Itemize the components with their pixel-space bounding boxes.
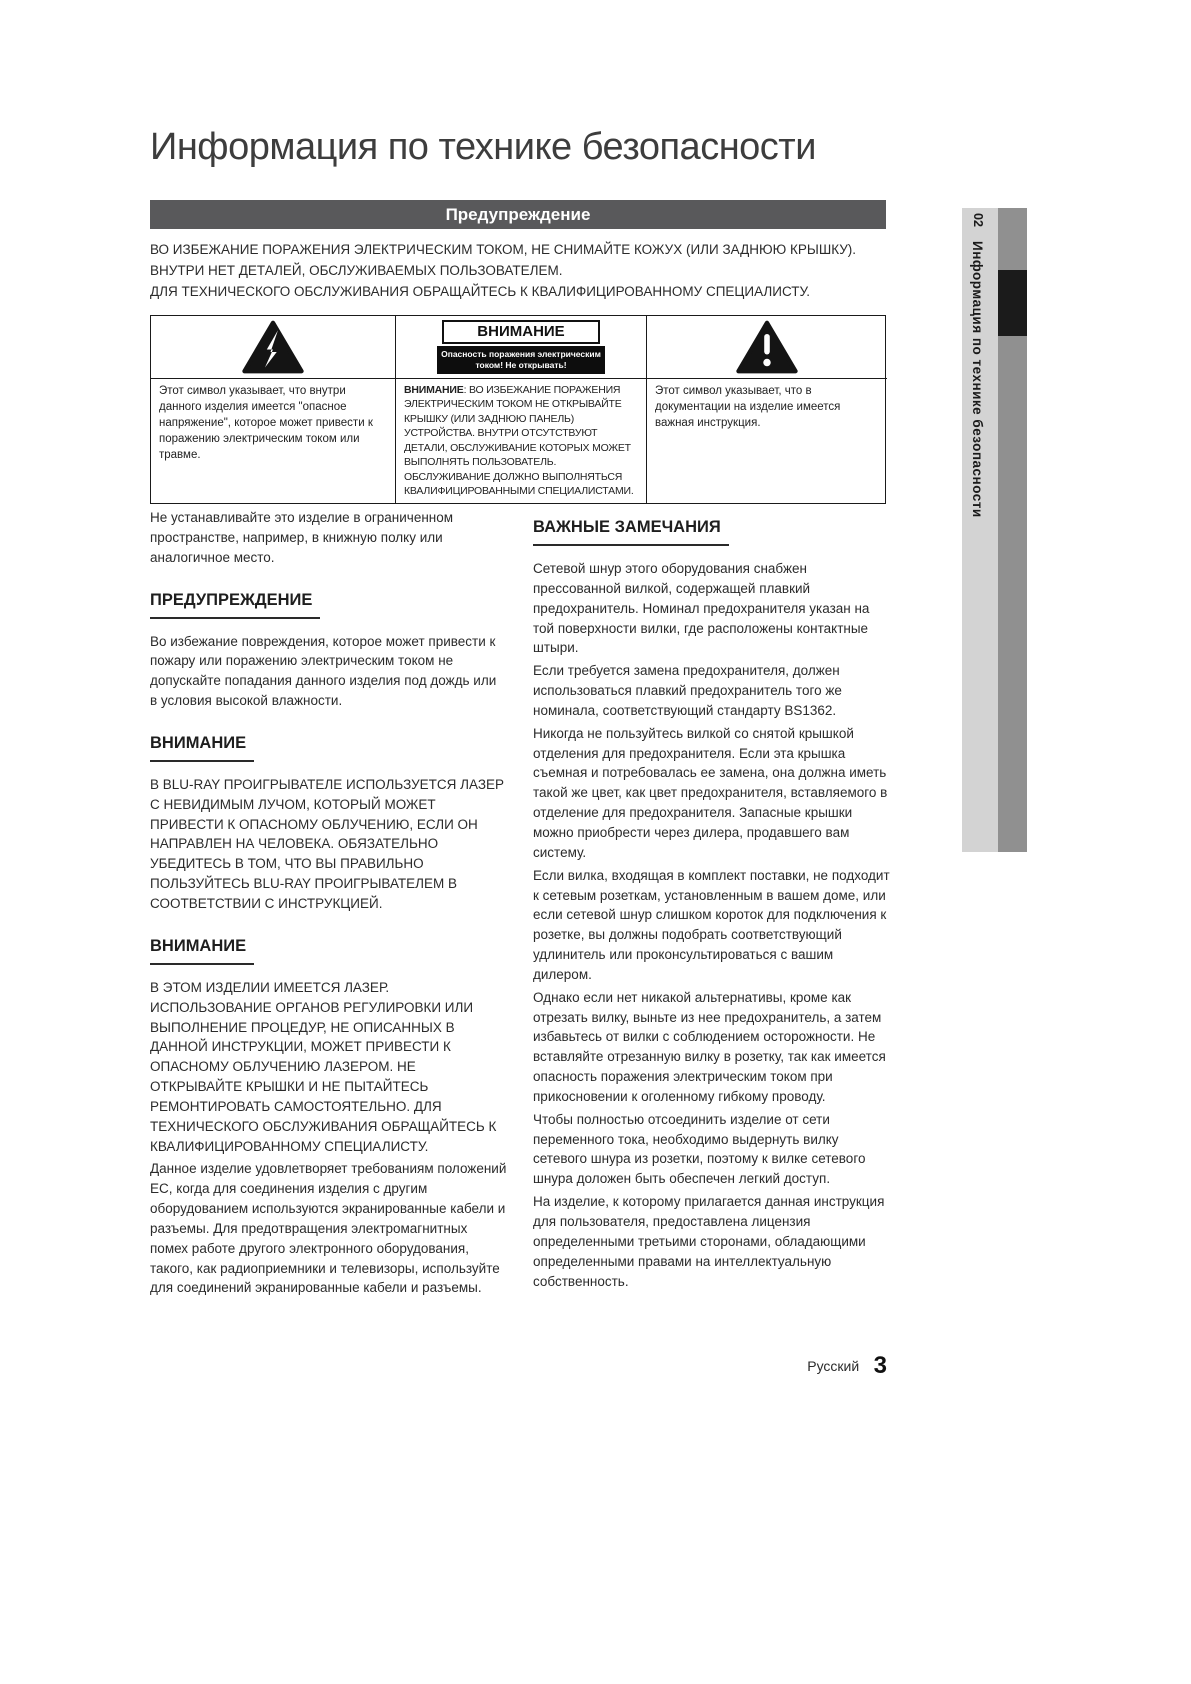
- section-heading-caution-2: ВНИМАНИЕ: [150, 937, 254, 965]
- warning-intro-line: ВО ИЗБЕЖАНИЕ ПОРАЖЕНИЯ ЭЛЕКТРИЧЕСКИМ ТОКОМ, НЕ СНИМАЙТЕ КОЖУХ (ИЛИ ЗАДНЮЮ КРЫШКУ).: [150, 242, 857, 257]
- warning-intro-line: ВНУТРИ НЕТ ДЕТАЛЕЙ, ОБСЛУЖИВАЕМЫХ ПОЛЬЗОВАТЕЛЕМ.: [150, 262, 563, 278]
- warning-intro: [150, 240, 895, 303]
- left-column: [150, 508, 507, 1301]
- caution-laser-paragraph: В BLU-RAY ПРОИГРЫВАТЕЛЕ ИСПОЛЬЗУЕТСЯ ЛАЗЕР С НЕВИДИМЫМ ЛУЧОМ, КОТОРЫЙ МОЖЕТ ПРИВЕСТИ К ОПАСНОМУ ОБЛУЧЕНИЮ, ЕСЛИ ОН НАПРАВЛЕН НА ЧЕЛОВЕКА. ОБЯЗАТЕЛЬНО УБЕДИТЕСЬ В ТОМ, ЧТО ВЫ ПРАВИЛЬНО ПОЛЬЗУЙТЕСЬ BLU-RAY ПРОИГРЫВАТЕЛЕМ В СООТВЕТСТВИИ С ИНСТРУКЦИЕЙ.: [150, 776, 505, 911]
- section-heading-wrap: [150, 591, 507, 619]
- important-note-paragraph: Никогда не пользуйтесь вилкой со снятой крышкой отделения для предохранителя. Если эта крышка съемная и потребовалась ее замена, она должна иметь такой же цвет, как цвет предохранителя, вставляемого в отделение для предохранителя. Запасные крышки можно приобрести через дилера, продавшего вам систему.: [533, 725, 888, 860]
- important-note-paragraph: Если требуется замена предохранителя, должен использоваться плавкий предохранитель того же номинала, соответствующий стандарту BS1362.: [533, 663, 842, 718]
- important-note-paragraph: На изделие, к которому прилагается данная инструкция для пользователя, предоставлена лицензия определенными третьими сторонами, обладающими определенными правами на интеллектуальную собственность.: [533, 1194, 885, 1289]
- warning-paragraph: Во избежание повреждения, которое может привести к пожару или поражению электрическим током не допускайте попадания данного изделия под дождь или в условия высокой влажности.: [150, 633, 497, 709]
- caution-box-title: ВНИМАНИЕ: [442, 320, 600, 344]
- section-heading-caution-1: ВНИМАНИЕ: [150, 734, 254, 762]
- section-heading-warning: ПРЕДУПРЕЖДЕНИЕ: [150, 591, 320, 619]
- section-heading-wrap: [150, 937, 507, 965]
- important-instruction-description: Этот символ указывает, что в документации на изделие имеется важная инструкция.: [655, 385, 841, 430]
- important-note-paragraph: Сетевой шнур этого оборудования снабжен прессованной вилкой, содержащей плавкий предохранитель. Номинал предохранителя указан на той поверхности вилки, где расположены контактные штыри.: [533, 561, 870, 656]
- right-column: [533, 508, 890, 1301]
- chapter-number: 02: [971, 213, 985, 227]
- page-title: Информация по технике безопасности: [150, 126, 816, 168]
- warning-intro-line: ДЛЯ ТЕХНИЧЕСКОГО ОБСЛУЖИВАНИЯ ОБРАЩАЙТЕСЬ К КВАЛИФИЦИРОВАННОМУ СПЕЦИАЛИСТУ.: [150, 283, 811, 299]
- placement-note: Не устанавливайте это изделие в ограниченном пространстве, например, в книжную полку или аналогичное место.: [150, 510, 454, 565]
- important-note-paragraph: Однако если нет никакой альтернативы, кроме как отрезать вилку, выньте из нее предохранитель, а затем избавьтесь от вилки с соблюдением осторожности. Не вставляйте отрезанную вилку в розетку, так как имеется опасность поражения электрическим током при прикосновении к оголенному гибкому проводу.: [533, 989, 886, 1104]
- safety-symbol-table: [150, 315, 886, 504]
- caution-description: [396, 379, 647, 503]
- page-footer: [150, 1352, 887, 1380]
- section-heading-wrap: [150, 734, 507, 762]
- caution-description-lead: ВНИМАНИЕ: [404, 384, 464, 396]
- section-heading-important-notes: ВАЖНЫЕ ЗАМЕЧАНИЯ: [533, 518, 729, 546]
- important-note-paragraph: Если вилка, входящая в комплект поставки, не подходит к сетевым розеткам, установленным в вашем доме, или если сетевой шнур слишком короток для подключения к розетке, вы должны подобрать соответствующий удлинитель или проконсультироваться с вашим дилером.: [533, 867, 890, 982]
- section-heading-wrap: [533, 518, 890, 546]
- exclamation-triangle-icon: [736, 320, 798, 374]
- warning-banner-label: Предупреждение: [445, 204, 591, 224]
- high-voltage-icon: [242, 320, 304, 374]
- warning-banner: [150, 200, 886, 229]
- caution-box-cell: [396, 316, 647, 379]
- important-instruction-symbol-cell: [647, 316, 887, 379]
- footer-page-number: 3: [873, 1352, 887, 1379]
- caution-box-subtitle: Опасность поражения электрическим током! Не открывать!: [437, 346, 605, 375]
- chapter-tab-black-marker: [998, 270, 1027, 336]
- important-note-paragraph: Чтобы полностью отсоединить изделие от сети переменного тока, необходимо выдернуть вилку сетевого шнура из розетки, поэтому к вилке сетевого шнура доложен быть обеспечен легкий доступ.: [533, 1111, 866, 1187]
- ec-compliance-paragraph: Данное изделие удовлетворяет требованиям положений ЕС, когда для соединения изделия с другим оборудованием используются экранированные кабели и разъемы. Для предотвращения электромагнитных помех работе другого электронного оборудования, такого, как радиоприемники и телевизоры, используйте для соединений экранированные кабели и разъемы.: [150, 1161, 507, 1296]
- high-voltage-description: Этот символ указывает, что внутри данного изделия имеется "опасное напряжение", которое может привести к поражению электрическим током или травме.: [151, 379, 396, 503]
- high-voltage-symbol-cell: [151, 316, 396, 379]
- chapter-title-vertical: Информация по технике безопасности: [970, 241, 985, 518]
- caution-service-paragraph: В ЭТОМ ИЗДЕЛИИ ИМЕЕТСЯ ЛАЗЕР. ИСПОЛЬЗОВАНИЕ ОРГАНОВ РЕГУЛИРОВКИ ИЛИ ВЫПОЛНЕНИЕ ПРОЦЕДУР, НЕ ОПИСАННЫХ В ДАННОЙ ИНСТРУКЦИИ, МОЖЕТ ПРИВЕСТИ К ОПАСНОМУ ОБЛУЧЕНИЮ ЛАЗЕРОМ. НЕ ОТКРЫВАЙТЕ КРЫШКИ И НЕ ПЫТАЙТЕСЬ РЕМОНТИРОВАТЬ САМОСТОЯТЕЛЬНО. ДЛЯ ТЕХНИЧЕСКОГО ОБСЛУЖИВАНИЯ ОБРАЩАЙТЕСЬ К КВАЛИФИЦИРОВАННОМУ СПЕЦИАЛИСТУ.: [150, 979, 497, 1154]
- caution-description-rest: : ВО ИЗБЕЖАНИЕ ПОРАЖЕНИЯ ЭЛЕКТРИЧЕСКИМ ТОКОМ НЕ ОТКРЫВАЙТЕ КРЫШКУ (ИЛИ ЗАДНЮЮ ПАНЕЛЬ) УСТРОЙСТВА. ВНУТРИ ОТСУТСТВУЮТ ДЕТАЛИ, ОБСЛУЖИВАНИЕ КОТОРЫХ МОЖЕТ ВЫПОЛНЯТЬ ПОЛЬЗОВАТЕЛЬ. ОБСЛУЖИВАНИЕ ДОЛЖНО ВЫПОЛНЯТЬСЯ КВАЛИФИЦИРОВАННЫМИ СПЕЦИАЛИСТАМИ.: [404, 384, 634, 498]
- body-columns: [150, 508, 890, 1301]
- footer-language-label: Русский: [807, 1358, 860, 1374]
